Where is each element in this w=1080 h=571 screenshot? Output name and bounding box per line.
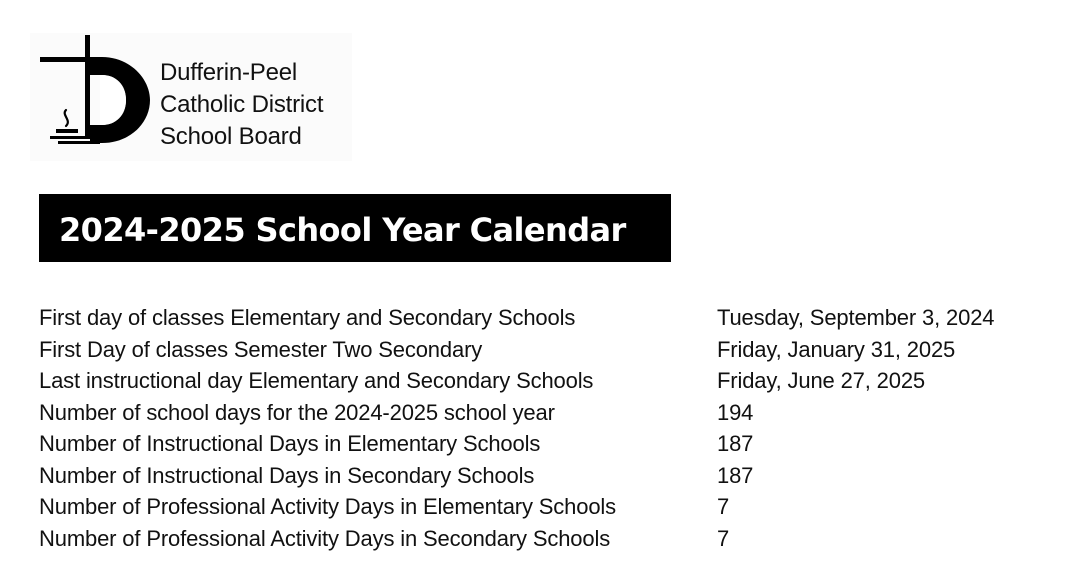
info-row-school-days bbox=[39, 397, 1039, 429]
school-days-value: 194 bbox=[717, 399, 754, 425]
info-row-secondary-pa-days bbox=[39, 523, 1039, 555]
first-day-value: Tuesday, September 3, 2024 bbox=[717, 305, 995, 330]
info-row-elementary-instructional-days bbox=[39, 428, 1039, 460]
semester-two-label: First Day of classes Semester Two Secondary bbox=[39, 336, 483, 362]
elementary-pa-days-label: Number of Professional Activity Days in Elementary Schools bbox=[39, 494, 616, 519]
header-logo-area bbox=[30, 33, 352, 161]
secondary-pa-days-label: Number of Professional Activity Days in Secondary Schools bbox=[39, 525, 611, 551]
board-name-line-2: Catholic District bbox=[160, 91, 324, 118]
first-day-label: First day of classes Elementary and Secondary Schools bbox=[39, 305, 576, 330]
page-title: 2024-2025 School Year Calendar bbox=[59, 211, 626, 249]
semester-two-value: Friday, January 31, 2025 bbox=[717, 336, 956, 362]
secondary-instructional-days-value: 187 bbox=[717, 462, 754, 488]
board-name-line-3: School Board bbox=[160, 123, 302, 150]
last-day-value: Friday, June 27, 2025 bbox=[717, 368, 926, 393]
school-days-label: Number of school days for the 2024-2025 school year bbox=[39, 399, 555, 425]
info-row-elementary-pa-days bbox=[39, 491, 1039, 523]
last-day-label: Last instructional day Elementary and Secondary Schools bbox=[39, 368, 594, 393]
info-row-secondary-instructional-days bbox=[39, 460, 1039, 492]
info-row-semester-two bbox=[39, 334, 1039, 366]
dpcdsb-logo-icon bbox=[38, 33, 170, 161]
elementary-instructional-days-value: 187 bbox=[717, 431, 754, 456]
board-name-line-1: Dufferin-Peel bbox=[160, 59, 298, 86]
secondary-pa-days-value: 7 bbox=[717, 525, 730, 551]
secondary-instructional-days-label: Number of Instructional Days in Secondary Schools bbox=[39, 462, 535, 488]
calendar-info-list bbox=[39, 302, 1039, 554]
info-row-first-day bbox=[39, 302, 1039, 334]
info-row-last-day bbox=[39, 365, 1039, 397]
elementary-instructional-days-label: Number of Instructional Days in Elementary Schools bbox=[39, 431, 541, 456]
calendar-title-bar bbox=[39, 194, 671, 262]
board-name bbox=[160, 57, 323, 153]
elementary-pa-days-value: 7 bbox=[717, 494, 730, 519]
